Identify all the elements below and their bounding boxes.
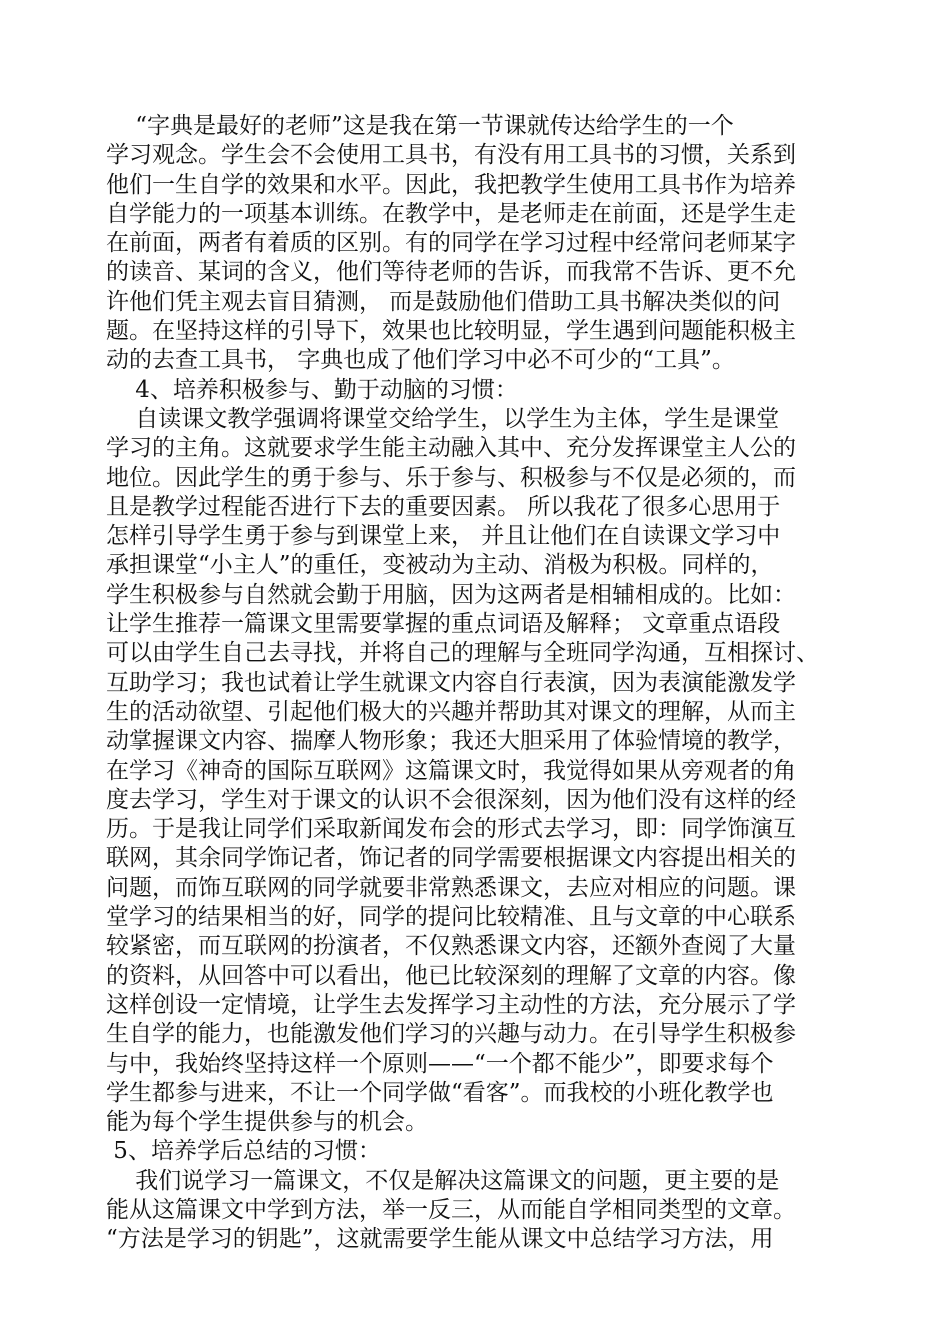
text-line: 动掌握课文内容、揣摩人物形象；我还大胆采用了体验情境的教学，: [106, 728, 796, 755]
text-line: 互助学习；我也试着让学生就课文内容自行表演，因为表演能激发学: [106, 669, 796, 696]
text-line: 学生积极参与自然就会勤于用脑，因为这两者是相辅相成的。比如：: [106, 581, 796, 608]
text-line: 自读课文教学强调将课堂交给学生，以学生为主体，学生是课堂: [106, 405, 780, 432]
text-line: 题。在坚持这样的引导下，效果也比较明显，学生遇到问题能积极主: [106, 318, 796, 345]
text-line: “方法是学习的钥匙”，这就需要学生能从课文中总结学习方法，用: [106, 1226, 774, 1253]
text-line: 动的去查工具书， 字典也成了他们学习中必不可少的“工具”。: [106, 347, 735, 374]
text-line: 承担课堂“小主人”的重任，变被动为主动、消极为积极。同样的，: [106, 552, 774, 579]
text-line: 能为每个学生提供参与的机会。: [106, 1109, 428, 1136]
text-line: 我们说学习一篇课文，不仅是解决这篇课文的问题，更主要的是: [106, 1167, 780, 1194]
text-line: 且是教学过程能否进行下去的重要因素。 所以我花了很多心思用于: [106, 493, 781, 520]
text-line: 较紧密，而互联网的扮演者，不仅熟悉课文内容，还额外查阅了大量: [106, 933, 796, 960]
text-line: 让学生推荐一篇课文里需要掌握的重点词语及解释； 文章重点语段: [106, 611, 781, 638]
text-line: 5、培养学后总结的习惯：: [106, 1138, 381, 1165]
text-line: 问题，而饰互联网的同学就要非常熟悉课文，去应对相应的问题。课: [106, 874, 796, 901]
text-line: 在前面，两者有着质的区别。有的同学在学习过程中经常问老师某字: [106, 230, 796, 257]
text-line: 许他们凭主观去盲目猜测， 而是鼓励他们借助工具书解决类似的问: [106, 288, 781, 315]
text-line: 可以由学生自己去寻找，并将自己的理解与全班同学沟通，互相探讨、: [106, 640, 819, 667]
text-line: 4、培养积极参与、勤于动脑的习惯：: [106, 376, 518, 403]
text-line: 生的活动欲望、引起他们极大的兴趣并帮助其对课文的理解，从而主: [106, 698, 796, 725]
text-line: 生自学的能力，也能激发他们学习的兴趣与动力。在引导学生积极参: [106, 1021, 796, 1048]
text-line: 在学习《神奇的国际互联网》这篇课文时，我觉得如果从旁观者的角: [106, 757, 796, 784]
text-line: 学习观念。学生会不会使用工具书，有没有用工具书的习惯，关系到: [106, 142, 796, 169]
text-line: 地位。因此学生的勇于参与、乐于参与、积极参与不仅是必须的，而: [106, 464, 796, 491]
text-line: 学生都参与进来，不让一个同学做“看客”。而我校的小班化教学也: [106, 1079, 774, 1106]
text-line: 与中，我始终坚持这样一个原则——“一个都不能少”，即要求每个: [106, 1050, 774, 1077]
body-text: [106, 112, 866, 1255]
text-line: 自学能力的一项基本训练。在教学中，是老师走在前面，还是学生走: [106, 200, 796, 227]
text-line: 能从这篇课文中学到方法，举一反三，从而能自学相同类型的文章。: [106, 1196, 796, 1223]
text-line: 度去学习，学生对于课文的认识不会很深刻，因为他们没有这样的经: [106, 786, 796, 813]
text-line: 怎样引导学生勇于参与到课堂上来， 并且让他们在自读课文学习中: [106, 523, 781, 550]
text-line: 他们一生自学的效果和水平。因此，我把教学生使用工具书作为培养: [106, 171, 796, 198]
text-line: 历。于是我让同学们采取新闻发布会的形式去学习，即：同学饰演互: [106, 816, 796, 843]
text-line: 学习的主角。这就要求学生能主动融入其中、充分发挥课堂主人公的: [106, 435, 796, 462]
text-line: 的读音、某词的含义，他们等待老师的告诉，而我常不告诉、更不允: [106, 259, 796, 286]
text-line: 联网，其余同学饰记者，饰记者的同学需要根据课文内容提出相关的: [106, 845, 796, 872]
text-line: 堂学习的结果相当的好，同学的提问比较精准、且与文章的中心联系: [106, 904, 796, 931]
text-line: 这样创设一定情境，让学生去发挥学习主动性的方法，充分展示了学: [106, 991, 796, 1018]
text-line: 的资料，从回答中可以看出，他已比较深刻的理解了文章的内容。像: [106, 962, 796, 989]
text-line: “字典是最好的老师”这是我在第一节课就传达给学生的一个: [106, 113, 734, 139]
